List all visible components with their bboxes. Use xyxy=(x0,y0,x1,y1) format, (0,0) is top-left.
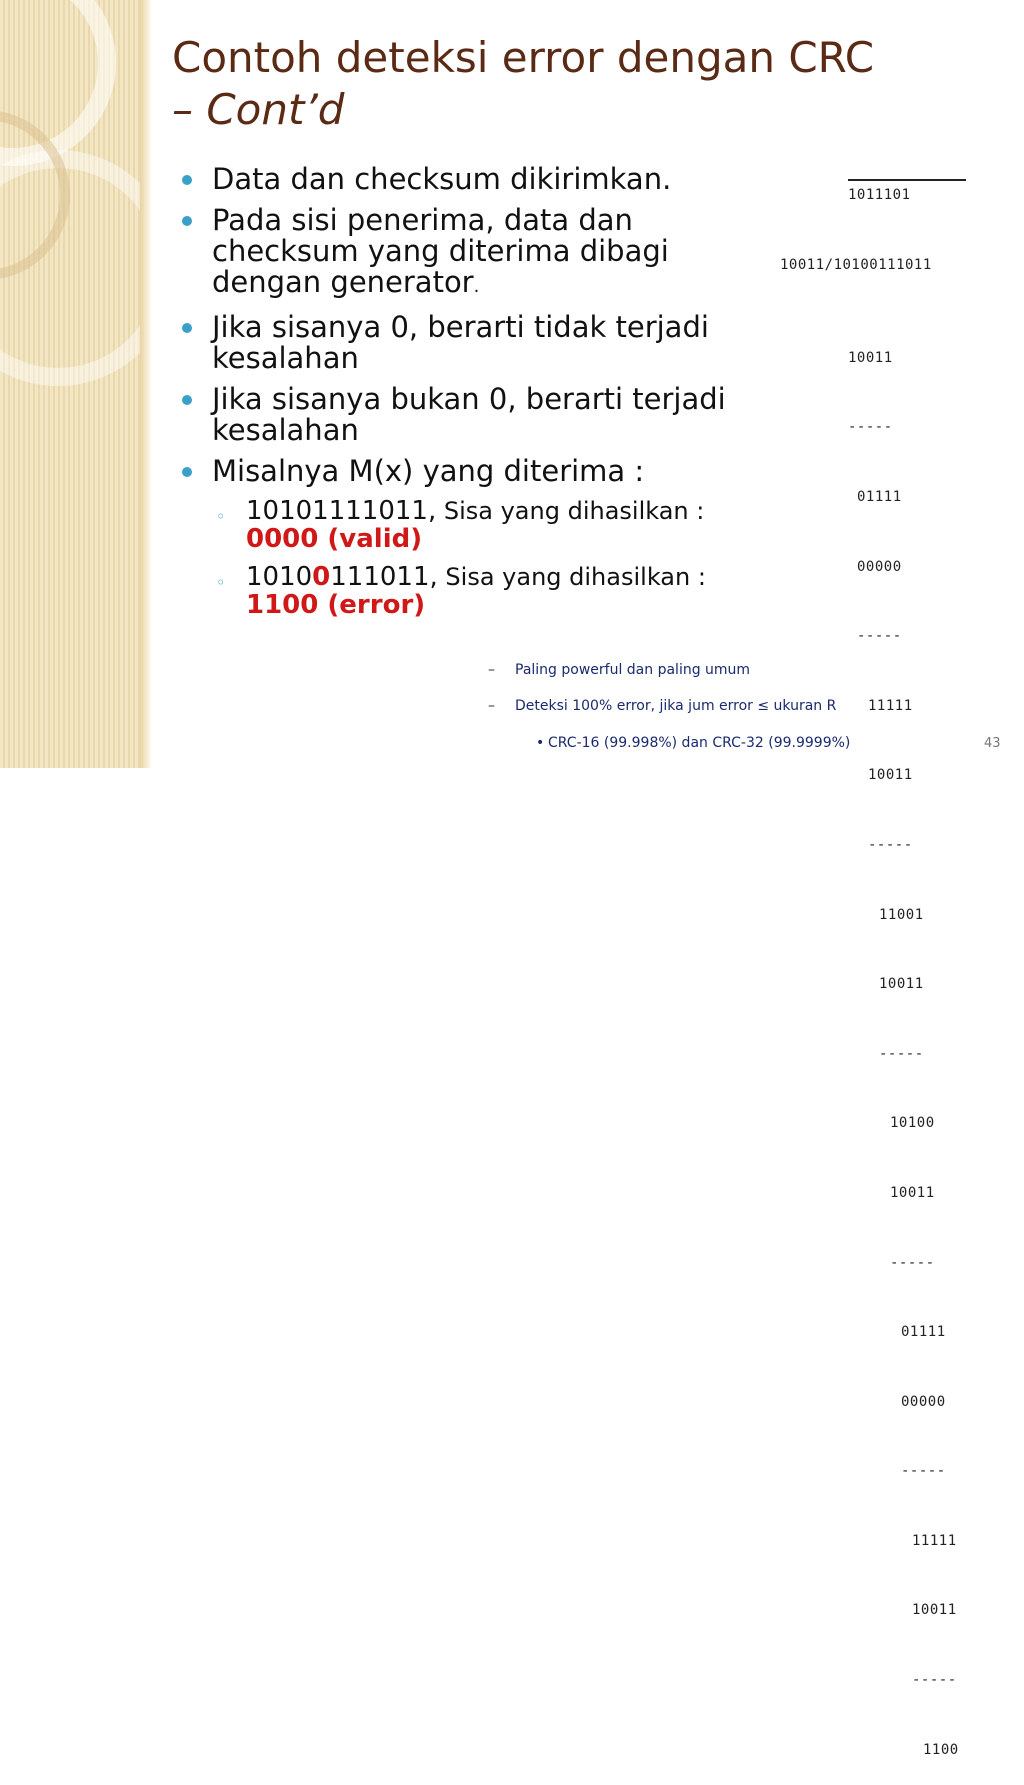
bullet-text: Jika sisanya 0, berarti tidak terjadi kesalahan xyxy=(212,310,709,375)
ring-bullet-icon: ◦ xyxy=(216,507,226,526)
bullet-dot-icon xyxy=(182,323,192,333)
division-step: 10011 xyxy=(890,1184,935,1201)
division-step: 01111 xyxy=(857,488,902,505)
dash-bullet-icon: – xyxy=(488,698,495,714)
subbullet-item xyxy=(182,497,782,553)
division-header: 10011/10100111011 xyxy=(780,257,932,273)
division-step: 10100 xyxy=(890,1115,935,1132)
bullet-dot-icon xyxy=(182,395,192,405)
crc-long-division xyxy=(780,138,980,1785)
division-quotient: 1011101 xyxy=(848,187,911,204)
division-bar xyxy=(848,179,966,181)
division-step: ----- xyxy=(912,1672,957,1689)
bullet-dot-icon xyxy=(182,216,192,226)
title-main: Contoh deteksi error dengan CRC xyxy=(172,33,875,82)
note-item xyxy=(470,660,990,680)
division-step: ----- xyxy=(901,1463,946,1480)
division-step: ----- xyxy=(890,1254,935,1271)
note-text: CRC-16 (99.998%) dan CRC-32 (99.9999%) xyxy=(548,735,851,751)
bullet-item xyxy=(182,312,782,374)
bullet-item xyxy=(182,384,782,446)
sidebar-edge xyxy=(140,0,152,768)
subbullet-item xyxy=(182,563,782,619)
codeword-part: 111011, xyxy=(330,562,438,592)
bullet-item xyxy=(182,205,782,302)
division-step: 11111 xyxy=(912,1532,957,1549)
division-step: 10011 xyxy=(848,349,893,366)
page-number: 43 xyxy=(984,736,1001,751)
bullet-text: Data dan checksum dikirimkan. xyxy=(212,162,672,196)
division-step: 11001 xyxy=(879,906,924,923)
received-codeword: 10101111011, xyxy=(246,496,437,526)
division-step: ----- xyxy=(857,628,902,645)
division-remainder: 1100 xyxy=(923,1741,959,1758)
subbullet-text: Sisa yang dihasilkan : xyxy=(436,497,705,525)
bullet-text: Jika sisanya bukan 0, berarti terjadi kesalahan xyxy=(212,382,726,447)
bullet-dot-icon xyxy=(182,175,192,185)
received-codeword xyxy=(246,562,438,592)
division-step: 10011 xyxy=(868,767,913,784)
division-step: 00000 xyxy=(857,558,902,575)
division-step: 10011 xyxy=(912,1602,957,1619)
decorative-sidebar xyxy=(0,0,140,768)
bullet-list xyxy=(182,164,782,629)
dot-bullet-icon: • xyxy=(536,735,545,751)
division-step: 10011 xyxy=(879,976,924,993)
bullet-dot-icon xyxy=(182,467,192,477)
subbullet-text: Sisa yang dihasilkan : xyxy=(437,563,706,591)
slide-title xyxy=(172,32,972,136)
division-step: 00000 xyxy=(901,1393,946,1410)
note-text: Deteksi 100% error, jika jum error ≤ ukuran R xyxy=(515,698,837,714)
bullet-item xyxy=(182,164,782,195)
division-step: ----- xyxy=(879,1045,924,1062)
result-error: 1100 (error) xyxy=(246,590,426,620)
note-subitem xyxy=(470,733,990,753)
division-step: 11111 xyxy=(868,697,913,714)
notes-list xyxy=(470,660,990,753)
bullet-text: Pada sisi penerima, data dan checksum yang diterima dibagi dengan generator xyxy=(212,203,669,299)
bullet-item xyxy=(182,456,782,487)
note-item xyxy=(470,696,990,716)
result-valid: 0000 (valid) xyxy=(246,524,423,554)
title-subtitle: – Cont’d xyxy=(172,85,345,134)
division-step: ----- xyxy=(868,836,913,853)
error-bit: 0 xyxy=(312,562,331,592)
dash-bullet-icon: – xyxy=(488,662,495,678)
bullet-text: Misalnya M(x) yang diterima : xyxy=(212,454,645,488)
codeword-part: 1010 xyxy=(246,562,313,592)
note-text: Paling powerful dan paling umum xyxy=(515,662,751,678)
division-step: ----- xyxy=(848,419,893,436)
bullet-period: . xyxy=(473,276,480,297)
division-step: 01111 xyxy=(901,1324,946,1341)
ring-bullet-icon: ◦ xyxy=(216,573,226,592)
